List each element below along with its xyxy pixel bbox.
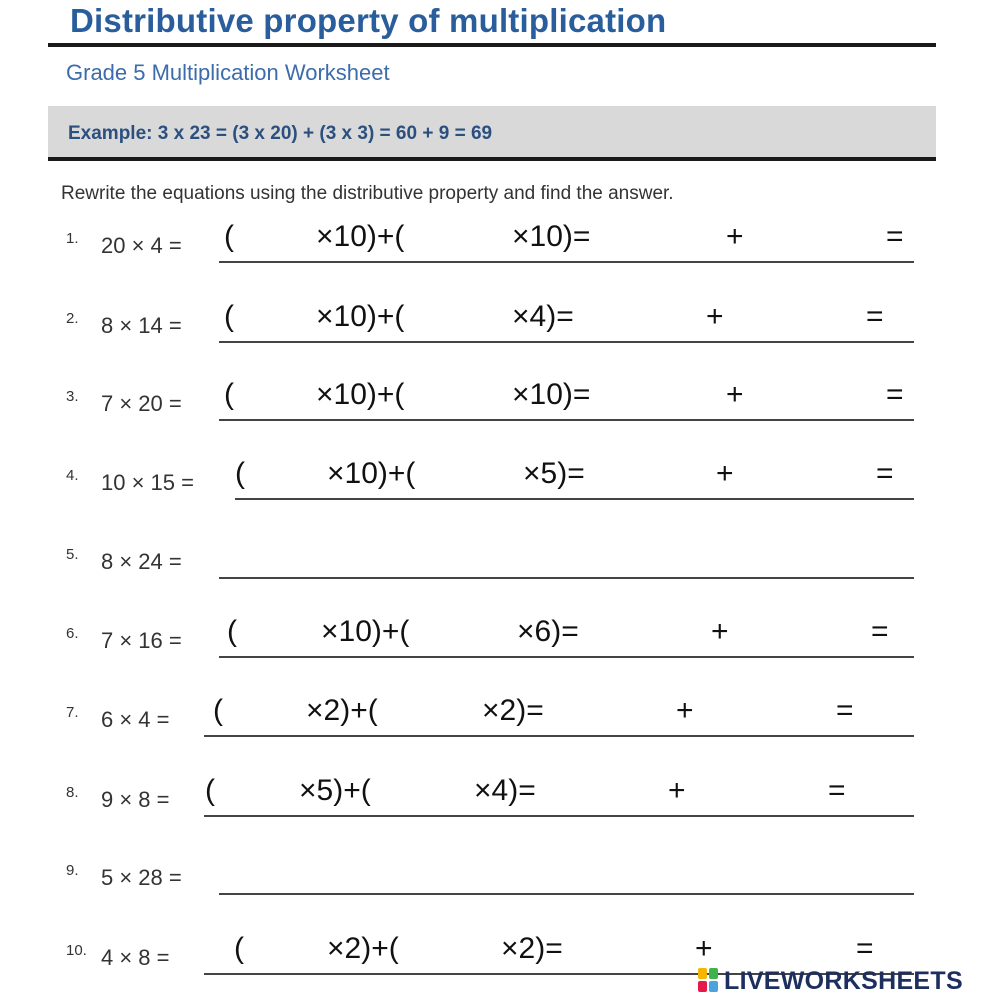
problem-number: 6. — [66, 625, 79, 642]
problem-row — [0, 300, 1000, 368]
problem-equation: 5 × 28 = — [101, 865, 182, 890]
hint-open-paren: ( — [224, 300, 234, 333]
hint-equals-sign: = — [828, 774, 846, 807]
answer-line[interactable] — [219, 656, 914, 658]
hint-first-product: ×10)+( — [316, 220, 405, 253]
hint-first-product: ×10)+( — [316, 378, 405, 411]
problem-equation: 20 × 4 = — [101, 233, 182, 258]
hint-first-product: ×10)+( — [316, 300, 405, 333]
problem-equation: 4 × 8 = — [101, 945, 170, 970]
problem-equation: 7 × 20 = — [101, 391, 182, 416]
problem-equation: 8 × 14 = — [101, 313, 182, 338]
answer-line[interactable] — [204, 815, 914, 817]
logo-text: LIVEWORKSHEETS — [724, 966, 963, 995]
hint-first-product: ×2)+( — [327, 932, 399, 965]
hint-second-product: ×5)= — [523, 457, 585, 490]
problem-row — [0, 860, 1000, 920]
logo-square — [709, 968, 718, 979]
hint-second-product: ×4)= — [474, 774, 536, 807]
hint-second-product: ×10)= — [512, 220, 591, 253]
logo-square — [698, 968, 707, 979]
answer-line[interactable] — [219, 341, 914, 343]
answer-line[interactable] — [219, 261, 914, 263]
hint-open-paren: ( — [227, 615, 237, 648]
hint-first-product: ×2)+( — [306, 694, 378, 727]
answer-line[interactable] — [219, 893, 914, 895]
problem-row — [0, 457, 1000, 525]
hint-open-paren: ( — [205, 774, 215, 807]
instructions: Rewrite the equations using the distributive property and find the answer. — [61, 183, 674, 204]
example-band — [48, 106, 936, 161]
answer-line[interactable] — [219, 577, 914, 579]
logo-square — [709, 981, 718, 992]
problem-row — [0, 615, 1000, 683]
hint-first-product: ×5)+( — [299, 774, 371, 807]
hint-first-product: ×10)+( — [321, 615, 410, 648]
problem-equation: 10 × 15 = — [101, 470, 194, 495]
liveworksheets-logo — [698, 966, 963, 996]
problem-number: 2. — [66, 310, 79, 327]
hint-plus-sign: + — [726, 220, 744, 253]
hint-plus-sign: + — [676, 694, 694, 727]
hint-equals-sign: = — [871, 615, 889, 648]
problem-number: 3. — [66, 388, 79, 405]
hint-second-product: ×10)= — [512, 378, 591, 411]
logo-square — [698, 981, 707, 992]
worksheet-subtitle: Grade 5 Multiplication Worksheet — [66, 60, 390, 85]
hint-open-paren: ( — [213, 694, 223, 727]
problem-number: 5. — [66, 546, 79, 563]
hint-second-product: ×6)= — [517, 615, 579, 648]
worksheet-title: Distributive property of multiplication — [70, 2, 667, 39]
hint-first-product: ×10)+( — [327, 457, 416, 490]
problem-equation: 8 × 24 = — [101, 549, 182, 574]
problem-row — [0, 694, 1000, 762]
hint-plus-sign: + — [668, 774, 686, 807]
hint-second-product: ×2)= — [501, 932, 563, 965]
hint-plus-sign: + — [711, 615, 729, 648]
problem-equation: 6 × 4 = — [101, 707, 170, 732]
example-text: Example: 3 x 23 = (3 x 20) + (3 x 3) = 60 + 9 = 69 — [68, 123, 493, 144]
answer-line[interactable] — [219, 419, 914, 421]
problem-row — [0, 544, 1000, 604]
hint-plus-sign: + — [695, 932, 713, 965]
hint-equals-sign: = — [856, 932, 874, 965]
problem-equation: 7 × 16 = — [101, 628, 182, 653]
hint-open-paren: ( — [224, 220, 234, 253]
hint-equals-sign: = — [836, 694, 854, 727]
hint-equals-sign: = — [876, 457, 894, 490]
problem-row — [0, 220, 1000, 288]
problem-row — [0, 774, 1000, 842]
hint-equals-sign: = — [866, 300, 884, 333]
hint-equals-sign: = — [886, 220, 904, 253]
hint-second-product: ×4)= — [512, 300, 574, 333]
title-underline — [48, 43, 936, 47]
hint-open-paren: ( — [235, 457, 245, 490]
hint-plus-sign: + — [726, 378, 744, 411]
problem-number: 8. — [66, 784, 79, 801]
liveworksheets-logo-icon — [698, 968, 720, 994]
problem-number: 4. — [66, 467, 79, 484]
problem-number: 9. — [66, 862, 79, 879]
hint-open-paren: ( — [224, 378, 234, 411]
answer-line[interactable] — [235, 498, 914, 500]
hint-open-paren: ( — [234, 932, 244, 965]
hint-equals-sign: = — [886, 378, 904, 411]
problem-equation: 9 × 8 = — [101, 787, 170, 812]
hint-plus-sign: + — [716, 457, 734, 490]
problem-number: 1. — [66, 230, 79, 247]
problem-row — [0, 378, 1000, 446]
problem-number: 7. — [66, 704, 79, 721]
problem-number: 10. — [66, 942, 87, 959]
hint-second-product: ×2)= — [482, 694, 544, 727]
hint-plus-sign: + — [706, 300, 724, 333]
answer-line[interactable] — [204, 735, 914, 737]
